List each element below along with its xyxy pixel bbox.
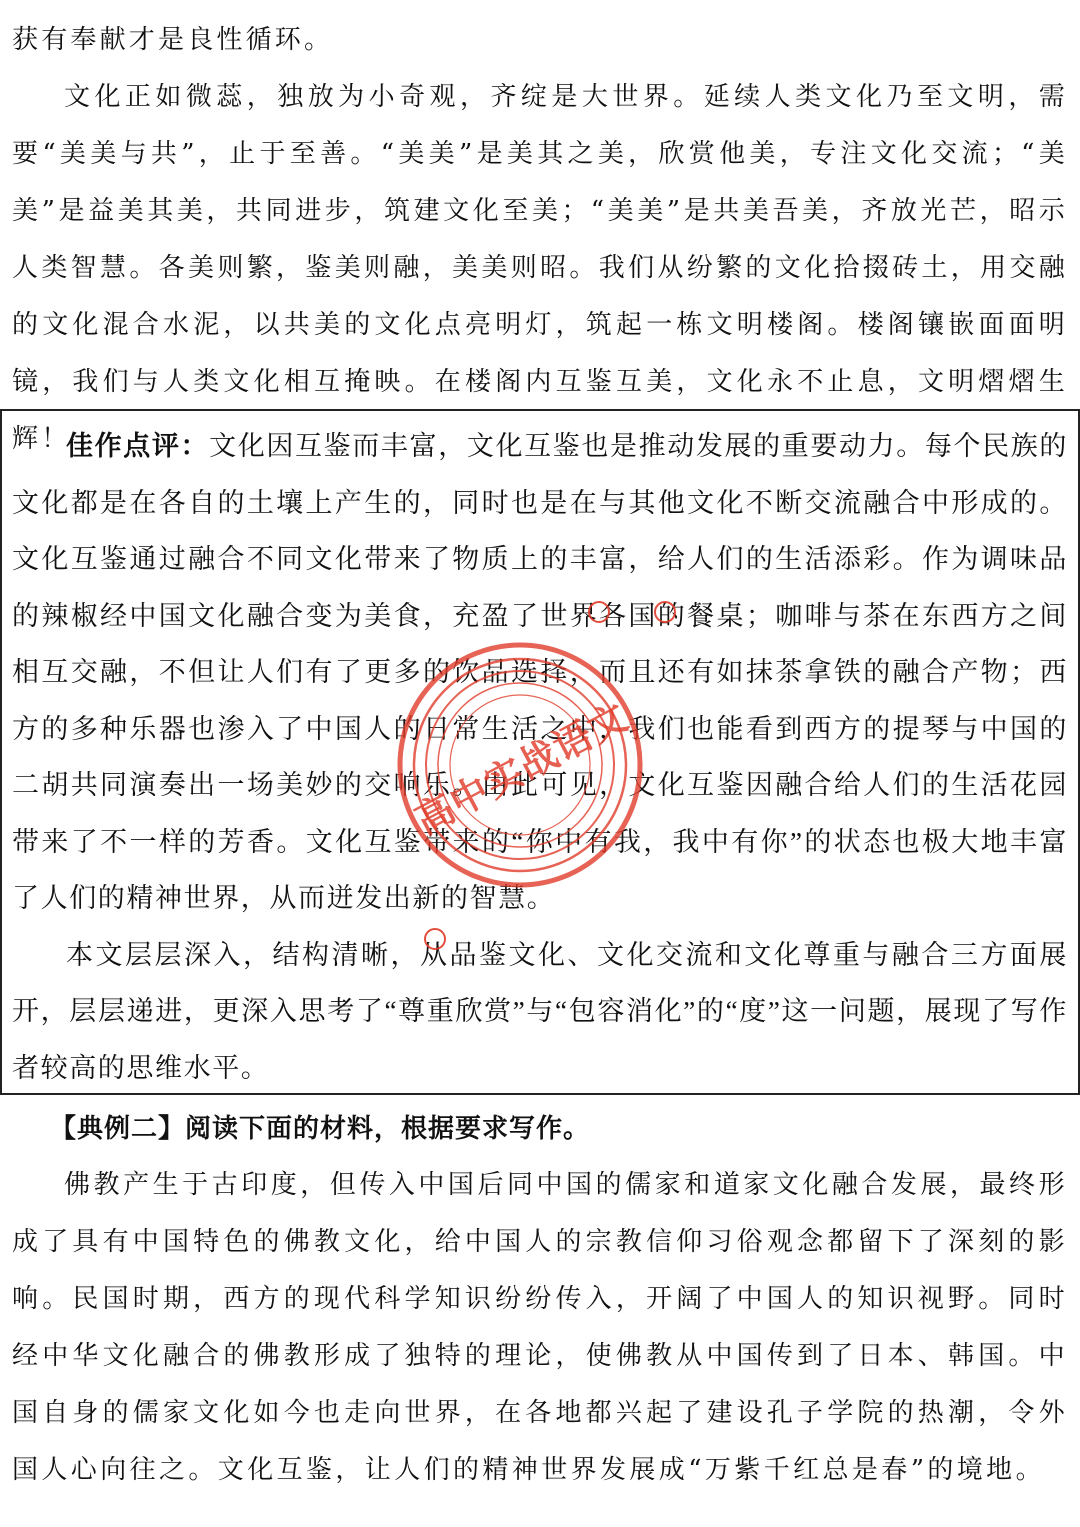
review-paragraph-1-text: 文化因互鉴而丰富，文化互鉴也是推动发展的重要动力。每个民族的文化都是在各自的土壤上产生的，同时也是在与其他文化不断交流融合中形成的。文化互鉴通过融合不同文化带来了物质上的丰富，给人们的生活添彩。作为调味品的辣椒经中国文化融合变为美食，充盈了世界各国的餐桌；咖啡与茶在东西方之间相互交融，不但让人们有了更多的饮品选择，而且还有如抹茶拿铁的融合产物；西方的多种乐器也渗入了中国人的日常生活之中，我们也能看到西方的提琴与中国的二胡共同演奏出一场美妙的交响乐。由此可见，文化互鉴因融合给人们的生活花园带来了不一样的芳香。文化互鉴带来的“你中有我，我中有你”的状态也极大地丰富了人们的精神世界，从而迸发出新的智慧。 [12,431,1069,913]
example-heading: 【典例二】阅读下面的材料，根据要求写作。 [50,1114,591,1143]
red-circle-mark [654,601,676,623]
review-label: 佳作点评： [66,431,210,461]
essay-paragraph-1: 获有奉献才是良性循环。 [12,25,334,55]
example-paragraph-1: 佛教产生于古印度，但传入中国后同中国的儒家和道家文化融合发展，最终形成了具有中国特色的佛教文化，给中国人的宗教信仰习俗观念都留下了深刻的影响。民国时期，西方的现代科学知识纷纷传入，开阔了中国人的知识视野。同时经中华文化融合的佛教形成了独特的理论，使佛教从中国传到了日本、韩国。中国自身的儒家文化如今也走向世界，在各地都兴起了建设孔子学院的热潮，令外国人心向往之。文化互鉴，让人们的精神世界发展成“万紫千红总是春”的境地。 [12,1170,1068,1485]
review-box [0,409,1080,1095]
stamp-label: 高中实战语文 [407,693,636,843]
essay-paragraph-2: 文化正如微蕊，独放为小奇观，齐绽是大世界。延续人类文化乃至文明，需要“美美与共”，止于至善。“美美”是美其之美，欣赏他美，专注文化交流；“美美”是益美其美，共同进步，筑建文化至美；“美美”是共美吾美，齐放光芒，昭示人类智慧。各美则繁，鉴美则融，美美则昭。我们从纷繁的文化拾掇砖土，用交融的文化混合水泥，以共美的文化点亮明灯，筑起一栋文明楼阁。楼阁镶嵌面面明镜，我们与人类文化相互掩映。在楼阁内互鉴互美，文化永不止息，文明熠熠生辉！ [12,82,1068,454]
red-circle-mark [588,601,610,623]
red-circle-mark [424,928,446,950]
review-paragraph-2: 本文层层深入，结构清晰，从品鉴文化、文化交流和文化尊重与融合三方面展开，层层递进，更深入思考了“尊重欣赏”与“包容消化”的“度”这一问题，展现了写作者较高的思维水平。 [12,939,1068,1083]
review-paragraph-1 [2,418,1078,927]
example-section [0,1100,1080,1520]
